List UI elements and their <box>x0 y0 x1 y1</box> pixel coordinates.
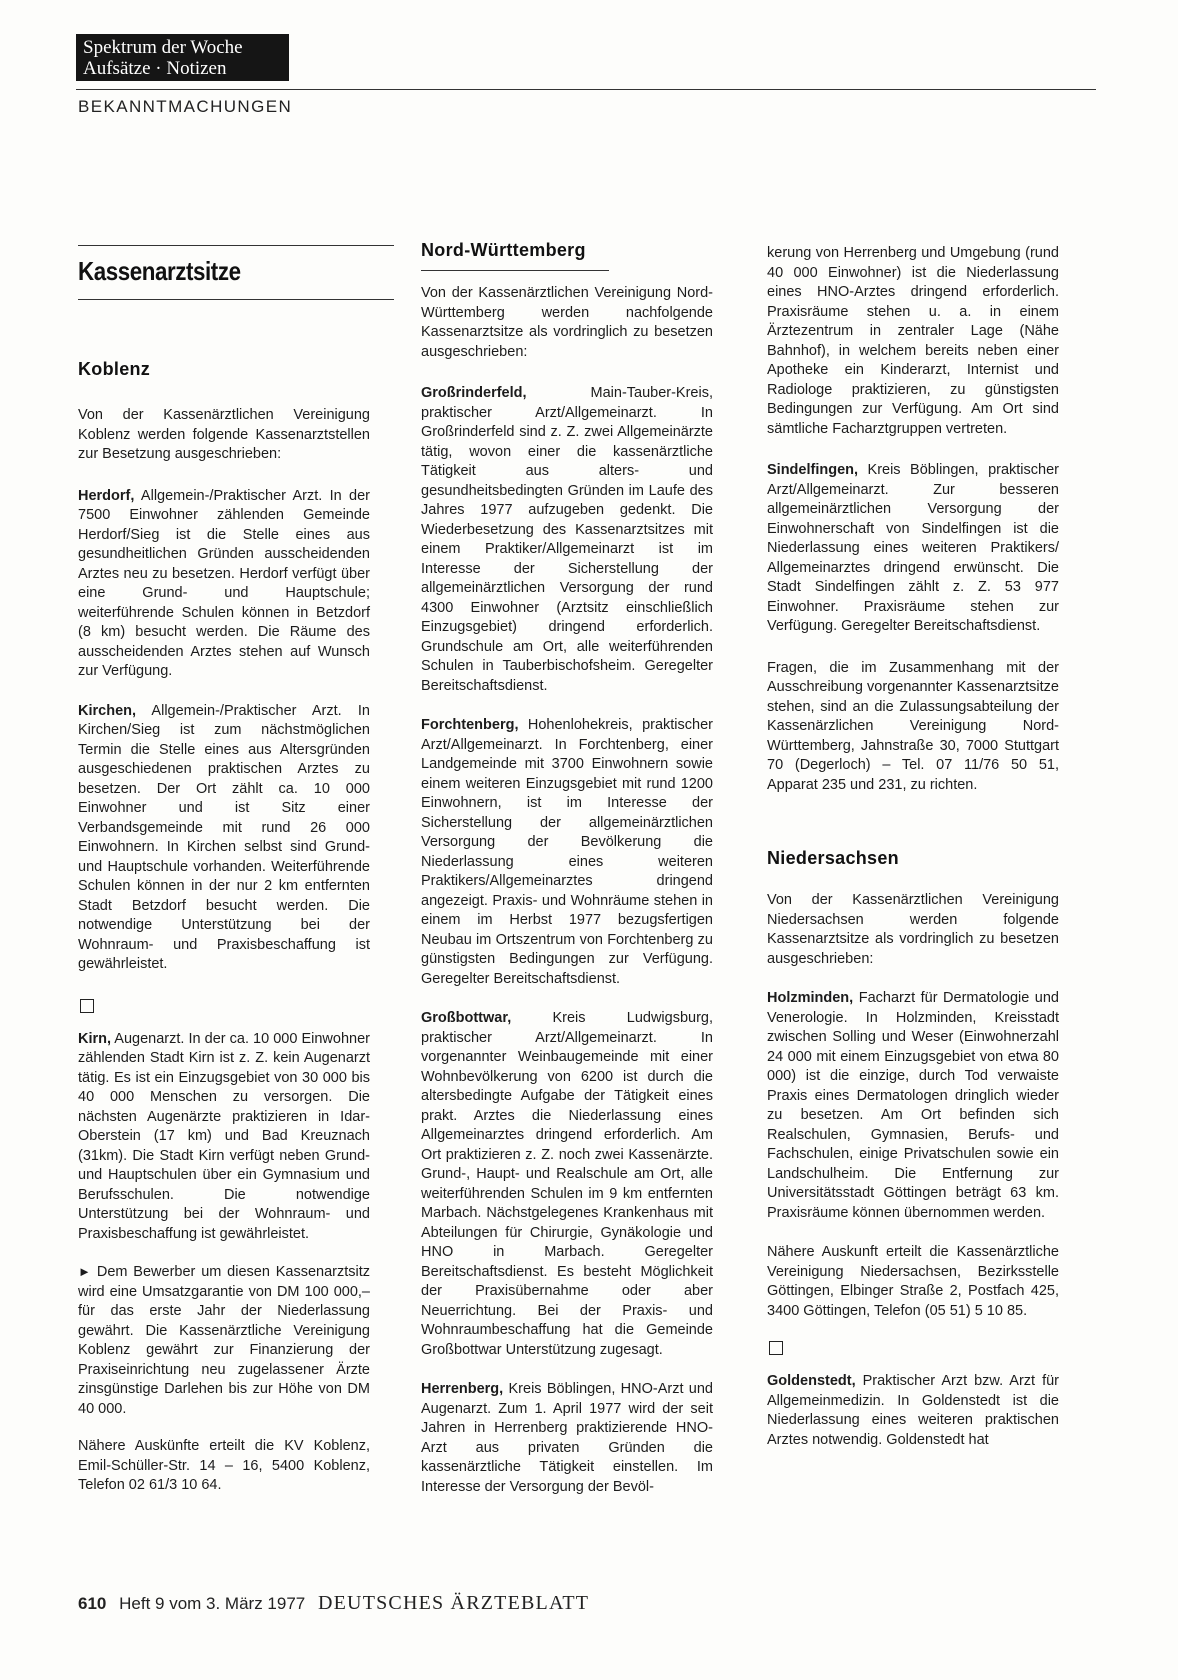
kirn-note <box>78 1262 370 1419</box>
listing-name: Sindelfingen, <box>767 462 859 478</box>
separator-box <box>80 999 94 1013</box>
listing-name: Kirn, <box>78 1030 112 1047</box>
listing-holzminden <box>767 989 1059 1223</box>
region-rule <box>421 270 609 271</box>
listing-herrenberg <box>421 1380 713 1497</box>
listing-herdorf <box>78 487 370 682</box>
listing-text: Augenarzt. In der ca. 10 000 Einwohner zählenden Stadt Kirn ist z. Z. kein Augenarzt tätig. Es ist ein Einzugsgebiet von 30 000 bis 40 000 Menschen zu versorgen. Die nächsten Augenärzte praktizieren in Idar-Oberstein (17 km) und Bad Kreuznach (31km). Die Stadt Kirn verfügt neben Grund- und Hauptschulen über ein Gymnasium und Berufsschulen. Die notwendige Unterstützung bei der Wohnraum- und Praxisbeschaffung ist gewährleistet. <box>78 1030 370 1242</box>
listing-kirchen <box>78 702 370 975</box>
listing-text: Allgemein-/Praktischer Arzt. In der 7500 Einwohner zählenden Gemeinde Herdorf/Sieg ist die Stelle eines aus gesundheitlichen Gründen ausscheidenden Arztes neu zu besetzen. Herdorf verfügt über eine Grund- und Hauptschule; weiterführende Schulen können in Betzdorf (8 km) besucht werden. Die Räume des ausscheidenden Arztes stehen auf Wunsch zur Verfügung. <box>78 487 370 679</box>
listing-text: Allgemein-/Praktischer Arzt. In Kirchen/Sieg ist zum nächstmöglichen Termin die Stelle eines aus Altersgründen ausgeschiedenen praktischen Arztes zu besetzen. Der Ort zählt ca. 10 000 Einwohner und ist Sitz einer Verbandsgemeinde mit rund 26 000 Einwohnern. In Kirchen selbst sind Grund- und Hauptschule vorhanden. Weiterführende Schulen können in der nur 2 km entfernten Stadt Betzdorf besucht werden. Die notwendige Unterstützung bei der Wohnraum- und Praxisbeschaffung ist gewährleistet. <box>78 702 370 972</box>
koblenz-contact: Nähere Auskünfte erteilt die KV Koblenz, Emil-Schüller-Str. 14 – 16, 5400 Koblenz, Telefon 02 61/3 10 64. <box>78 1438 370 1493</box>
region-heading-koblenz: Koblenz <box>78 359 151 379</box>
section-label: BEKANNTMACHUNGEN <box>78 97 293 116</box>
listing-text: Main-Tauber-Kreis, praktischer Arzt/Allgemeinarzt. In Großrinderfeld sind z. Z. zwei Allgemeinärzte tätig, wovon einer die kassenärztliche Tätigkeit aus alters- und gesundheitsbedingten Gründen im Laufe des Jahres 1977 aufzugeben gedenkt. Die Wiederbesetzung des Kassenarztsitzes mit einem Praktiker/Allgemeinarzt ist im Interesse der Sicherstellung der allgemeinärztlichen Versorgung der rund 4300 Einwohner (Arztsitz einschließlich Einzugsgebiet) dringend erforderlich. Grundschule am Ort, alle weiterführenden Schulen in Tauberbischofsheim. Geregelter Bereitschaftsdienst. <box>421 385 713 694</box>
region-heading-nord-wuerttemberg: Nord-Württemberg <box>421 240 586 260</box>
page-footer <box>78 1592 589 1615</box>
listing-name: Holzminden, <box>767 990 854 1006</box>
header-rule <box>76 89 1096 90</box>
header-line-1: Spektrum der Woche <box>83 37 243 58</box>
title-rule-top <box>78 245 394 246</box>
column-2 <box>421 239 713 1512</box>
listing-kirn <box>78 1030 370 1245</box>
listing-grossbottwar <box>421 1009 713 1360</box>
listing-name: Großrinderfeld, <box>421 385 527 401</box>
column-3 <box>767 244 1059 1465</box>
listing-text: Kreis Böblingen, praktischer Arzt/Allgemeinarzt. Zur besseren allgemeinärztlichen Versorgung der Einwohnerschaft von Sindelfingen ist die Niederlassung eines weiteren Praktikers/ Allgemeinarztes dringend erwünscht. Die Stadt Sindelfingen zählt z. Z. 53 977 Einwohner. Praxisräume stehen zur Verfügung. Geregelter Bereitschaftsdienst. <box>767 462 1059 634</box>
niedersachsen-intro: Von der Kassenärztlichen Vereinigung Niedersachsen werden folgende Kassenarztsitze als vordringlich zu besetzen ausgeschrieben: <box>767 892 1059 967</box>
niedersachsen-contact: Nähere Auskunft erteilt die Kassenärztliche Vereinigung Niedersachsen, Bezirksstelle Göttingen, Elbinger Straße 2, Postfach 425, 3400 Göttingen, Telefon (05 51) 5 10 85. <box>767 1244 1059 1319</box>
listing-herrenberg-continued: kerung von Herrenberg und Umgebung (rund 40 000 Einwohner) ist die Niederlassung eines HNO-Arztes dringend erforderlich. Praxisräume stehen u. a. in einem Ärztezentrum in zentraler Lage (Nähe Bahnhof), in welchem bereits neben einer Apotheke ein Kinderarzt, Internist und Radiologe praktizieren, zu günstigsten Bedingungen zur Verfügung. Am Ort sind sämtliche Facharztgruppen vertreten. <box>767 245 1059 437</box>
column-1 <box>78 245 370 1511</box>
nord-wuerttemberg-contact: Fragen, die im Zusammenhang mit der Ausschreibung vorgenannter Kassenarztsitze stehen, sind an die Zulassungsabteilung der Kassenärzlichen Vereinigung Nord-Württemberg, Jahnstraße 30, 7000 Stuttgart 70 (Degerloch) – Tel. 07 11/76 50 51, Apparat 235 und 231, zu richten. <box>767 659 1059 793</box>
listing-text: Kreis Ludwigsburg, praktischer Arzt/Allgemeinarzt. In vorgenannter Weinbaugemeinde mit einer Wohnbevölkerung von 6200 ist durch die altersbedingte Aufgabe der Tätigkeit eines prakt. Arztes die Niederlassung eines Allgemeinarztes dringend erforderlich. Am Ort praktizieren z. Z. noch zwei Kassenärzte. Grund-, Haupt- und Realschule am Ort, alle weiterführenden Schulen im 9 km entfernten Marbach. Nächstgelegenes Krankenhaus mit Abteilungen für Chirurgie, Gynäkologie und HNO in Marbach. Geregelter Bereitschaftsdienst. Es besteht Möglichkeit der Praxisübernahme oder aber Neuerrichtung. Bei der Praxis- und Wohnraumbeschaffung hat die Gemeinde Großbottwar Unterstützung zugesagt. <box>421 1010 713 1358</box>
journal-name: DEUTSCHES ÄRZTEBLATT <box>317 1592 590 1614</box>
header-line-2: Aufsätze · Notizen <box>83 58 227 79</box>
listing-name: Kirchen, <box>78 702 137 719</box>
listing-name: Forchtenberg, <box>421 717 519 733</box>
listing-grossrinderfeld <box>421 384 713 696</box>
nord-wuerttemberg-intro: Von der Kassenärztlichen Vereinigung Nord-Württemberg werden nachfolgende Kassenarztsitze als vordringlich zu besetzen ausgeschrieben: <box>421 285 713 360</box>
listing-text: Kreis Böblingen, HNO-Arzt und Augenarzt. Zum 1. April 1977 wird der seit Jahren in Herrenberg praktizierende HNO-Arzt aus privaten Gründen die kassenärztliche Tätigkeit einstellen. Im Interesse der Versorgung der Bevöl- <box>421 1381 713 1495</box>
listing-name: Herrenberg, <box>421 1381 504 1397</box>
koblenz-intro: Von der Kassenärztlichen Vereinigung Koblenz werden folgende Kassenarztstellen zur Besetzung ausgeschrieben: <box>78 407 370 462</box>
listing-goldenstedt <box>767 1372 1059 1450</box>
page-number: 610 <box>78 1594 107 1613</box>
listing-forchtenberg <box>421 716 713 989</box>
note-text: Dem Bewerber um diesen Kassenarztsitz wird eine Umsatzgarantie von DM 100 000,– für das erste Jahr der Niederlassung gewährt. Die Kassenärztliche Vereinigung Koblenz gewährt zur Finanzierung der Praxiseinrichtung neu zugelassener Ärzte zinsgünstige Darlehen bis zur Höhe von DM 40 000. <box>78 1264 370 1417</box>
title-rule-bottom <box>78 299 394 300</box>
listing-text: Hohenlohekreis, praktischer Arzt/Allgemeinarzt. In Forchtenberg, einer Landgemeinde mit 3700 Einwohnern sowie einem weiteren Einzugsgebiet mit rund 1200 Einwohnern, ist im Interesse der Sicherstellung der allgemeinärztlichen Versorgung der Bevölkerung die Niederlassung eines weiteren Praktikers/Allgemeinarztes dringend angezeigt. Praxis- und Wohnräume stehen in einem im Herbst 1977 bezugsfertigen Neubau im Ortszentrum von Forchtenberg zu günstigsten Bedingungen zur Verfügung. Geregelter Bereitschaftsdienst. <box>421 717 713 987</box>
article-title: Kassenarztsitze <box>78 256 241 286</box>
listing-text: Facharzt für Dermatologie und Venerologie. In Holzminden, Kreisstadt zwischen Solling und Weser (Einwohnerzahl 24 000 mit einem Einzugsgebiet von etwa 80 000) ist die einzige, durch Tod verwaiste Praxis eines Dermatologen dringlich wieder zu besetzen. Am Ort befinden sich Realschulen, Gymnasien, Berufs- und Fachschulen, einige Privatschulen sowie ein Landschulheim. Die Entfernung zur Universitätsstadt Göttingen beträgt 63 km. Praxisräume können übernommen werden. <box>767 990 1059 1221</box>
listing-sindelfingen <box>767 461 1059 637</box>
issue-info: Heft 9 vom 3. März 1977 <box>119 1594 306 1613</box>
arrow-icon: ► <box>78 1264 91 1279</box>
section-header-box <box>76 34 289 81</box>
listing-name: Herdorf, <box>78 487 135 504</box>
listing-name: Großbottwar, <box>421 1010 512 1026</box>
region-heading-niedersachsen: Niedersachsen <box>767 848 899 868</box>
listing-name: Goldenstedt, <box>767 1373 856 1389</box>
listing-text: Praktischer Arzt bzw. Arzt für Allgemeinmedizin. In Goldenstedt ist die Niederlassung eines weiteren praktischen Arztes notwendig. Goldenstedt hat <box>767 1373 1059 1448</box>
separator-box <box>769 1341 783 1355</box>
